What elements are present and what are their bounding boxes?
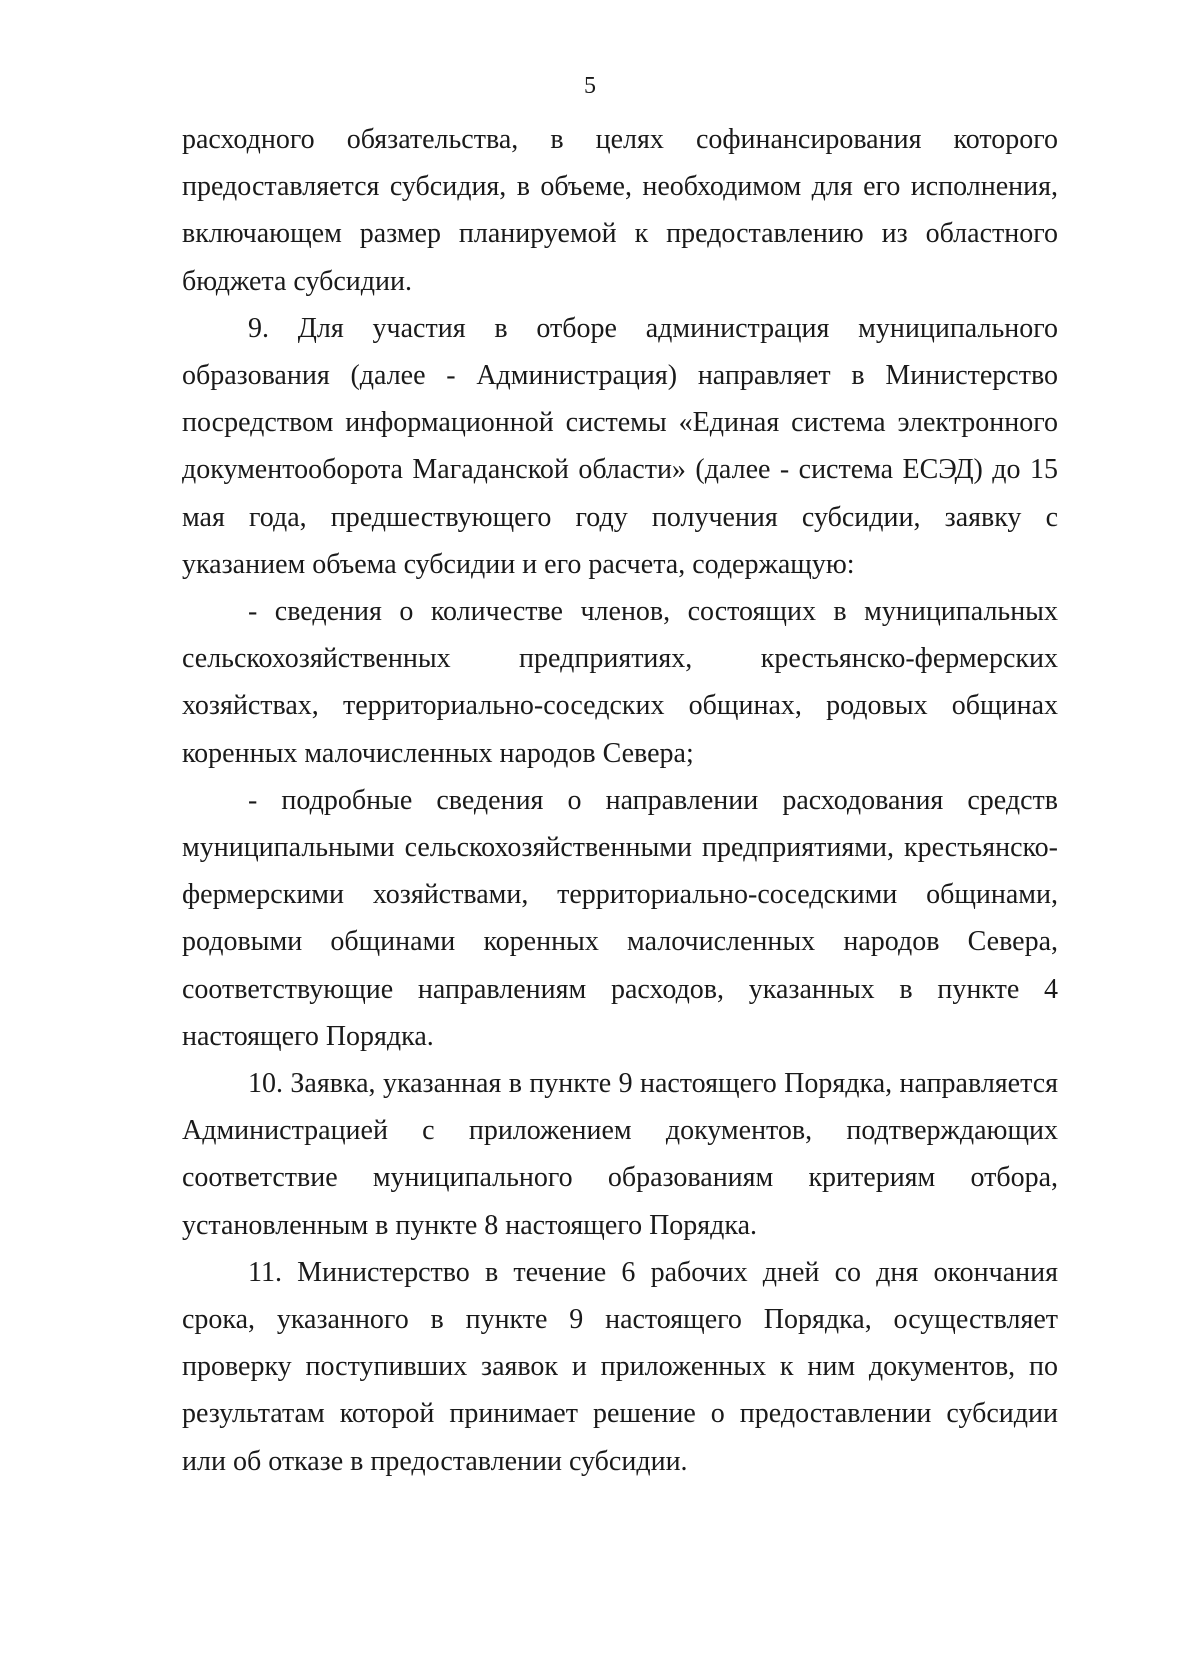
paragraph-item-11: 11. Министерство в течение 6 рабочих дней со дня окончания срока, указанного в пункте 9 настоящего Порядка, осуществляет проверку поступивших заявок и приложенных к ним документов, по результатам которой принимает решение о предоставлении субсидии или об отказе в предоставлении субсидии. bbox=[182, 1256, 1058, 1477]
paragraph-bullet-members: - сведения о количестве членов, состоящих в муниципальных сельскохозяйственных предприятиях, крестьянско-фермерских хозяйствах, территориально-соседских общинах, родовых общинах коренных малочисленных народов Севера; bbox=[182, 596, 1058, 769]
paragraph-item-10: 10. Заявка, указанная в пункте 9 настоящего Порядка, направляется Администрацией с приложением документов, подтверждающих соответствие муниципального образованиям критериям отбора, установленным в пункте 8 настоящего Порядка. bbox=[182, 1068, 1058, 1241]
paragraph-bullet-expenses: - подробные сведения о направлении расходования средств муниципальными сельскохозяйственными предприятиями, крестьянско-фермерскими хозяйствами, территориально-соседскими общинами, родовыми общинами коренных малочисленных народов Севера, соответствующие направлениям расходов, указанных в пункте 4 настоящего Порядка. bbox=[182, 784, 1058, 1052]
document-body bbox=[182, 116, 1058, 1485]
paragraph-continuation: расходного обязательства, в целях софинансирования которого предоставляется субсидия, в объеме, необходимом для его исполнения, включающем размер планируемой к предоставлению из областного бюджета субсидии. bbox=[182, 124, 1058, 297]
page-number: 5 bbox=[584, 73, 596, 99]
paragraph-item-9: 9. Для участия в отборе администрация муниципального образования (далее - Администрация) направляет в Министерство посредством информационной системы «Единая система электронного документооборота Магаданской области» (далее - система ЕСЭД) до 15 мая года, предшествующего году получения субсидии, заявку с указанием объема субсидии и его расчета, содержащую: bbox=[182, 312, 1058, 580]
